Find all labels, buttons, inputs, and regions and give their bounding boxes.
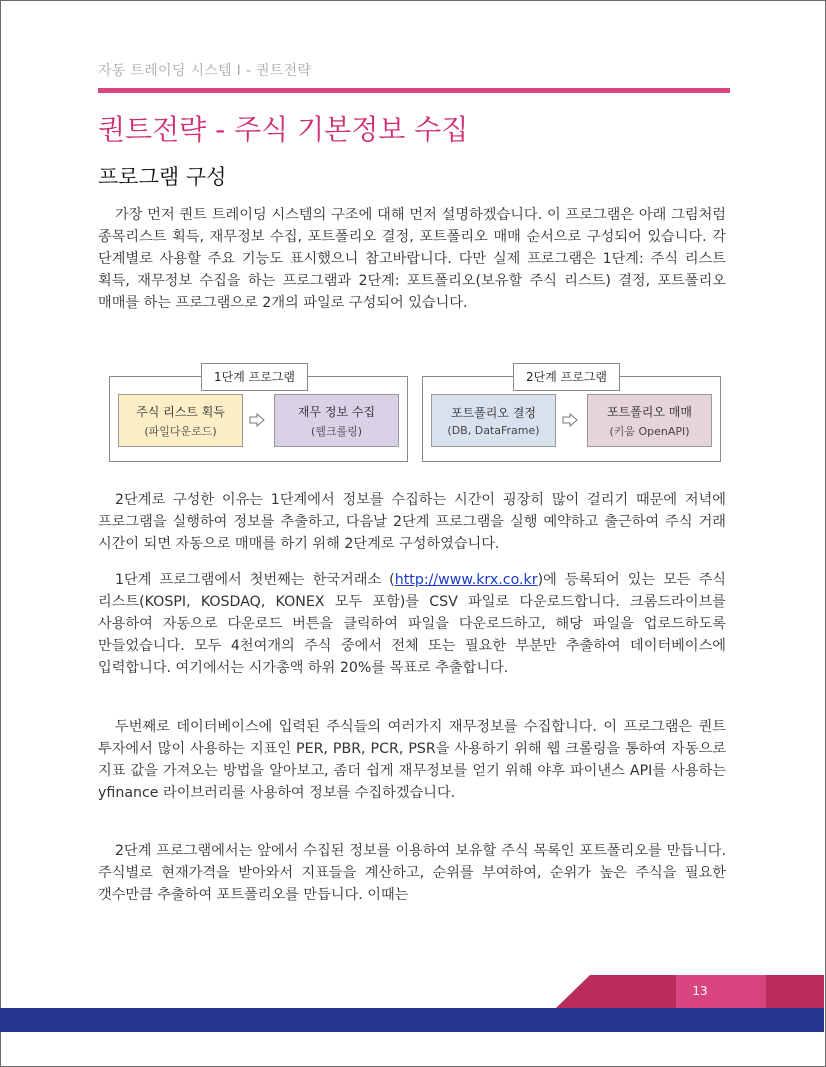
section-title: 프로그램 구성 xyxy=(98,165,227,189)
stage-1-title: 1단계 프로그램 xyxy=(201,363,308,391)
step-financial-info-label: 재무 정보 수집 xyxy=(297,404,376,419)
stage-1-group xyxy=(109,370,408,462)
chapter-title: 퀀트전략 - 주식 기본정보 수집 xyxy=(98,113,469,146)
paragraph-stage1-second: 두번째로 데이터베이스에 입력된 주식들의 여러가지 재무정보를 수집합니다. 이 프로그램은 퀀트 투자에서 많이 사용하는 지표인 PER, PBR, PCR, PSR을 사용하기 위해 웹 크롤링을 통하여 자동으로 지표 값을 가져오는 방법을 알아보고, 좀더 쉽게 재무정보를 얻기 위해 야후 파이낸스 API를 사용하는 yfinance 라이브러리를 사용하여 정보를 수집하겠습니다. xyxy=(98,719,726,801)
paragraph-stage2: 2단계 프로그램에서는 앞에서 수집된 정보를 이용하여 보유할 주식 목록인 포트폴리오를 만듭니다. 주식별로 현재가격을 받아와서 지표들을 계산하고, 순위를 부여하여, 순위가 높은 주식을 필요한 갯수만큼 추출하여 포트폴리오를 만듭니다. 이때는 xyxy=(98,843,726,903)
step-portfolio-trade-sub: (키움 OpenAPI) xyxy=(609,424,690,438)
stage-2-group xyxy=(422,370,721,462)
hollow-right-arrow-icon xyxy=(562,413,578,427)
step-financial-info-box xyxy=(274,394,399,447)
paragraph-stage1-first-start: 1단계 프로그램에서 첫번째는 한국거래소 ( xyxy=(115,572,395,588)
step-stock-list-box xyxy=(118,394,243,447)
step-portfolio-decision-box xyxy=(431,394,556,447)
step-financial-info-sub: (웹크롤링) xyxy=(310,424,363,438)
krx-link[interactable]: http://www.krx.co.kr xyxy=(394,572,538,588)
page-number: 13 xyxy=(692,984,708,998)
stage-2-title: 2단계 프로그램 xyxy=(513,363,620,391)
paragraph-stage1-first-end: )에 등록되어 있는 모든 주식 리스트(KOSPI, KOSDAQ, KONEX 모두 포함)를 CSV 파일로 다운로드합니다. 크롬드라이브를 사용하여 자동으로 다운로드 버튼을 클릭하여 파일을 다운로드하고, 해당 파일을 업로드하도록 만들었습니다. 모두 4천여개의 주식 중에서 전체 또는 필요한 부분만 추출하여 데이터베이스에 입력합니다. 여기에서는 시가총액 하위 20%를 목표로 추출합니다. xyxy=(98,572,726,676)
step-portfolio-decision-sub: (DB, DataFrame) xyxy=(447,424,540,437)
step-portfolio-decision-label: 포트폴리오 결정 xyxy=(451,406,536,420)
running-header: 자동 트레이딩 시스템 Ⅰ - 퀀트전략 xyxy=(98,63,312,79)
header-rule xyxy=(98,88,730,93)
paragraph-two-stage-reason: 2단계로 구성한 이유는 1단계에서 정보를 수집하는 시간이 굉장히 많이 걸리기 때문에 저녁에 프로그램을 실행하여 정보를 추출하고, 다음날 2단계 프로그램을 실행 예약하고 출근하여 주식 거래 시간이 되면 자동으로 매매를 하기 위해 2단계로 구성하였습니다. xyxy=(98,492,726,552)
paragraph-stage1-first xyxy=(98,569,726,679)
step-portfolio-trade-box xyxy=(587,394,712,447)
step-stock-list-label: 주식 리스트 획득 xyxy=(136,404,225,419)
hollow-right-arrow-icon xyxy=(249,413,265,427)
footer-band xyxy=(0,1008,824,1032)
step-portfolio-trade-label: 포트폴리오 매매 xyxy=(607,404,692,419)
paragraph-intro: 가장 먼저 퀀트 트레이딩 시스템의 구조에 대해 먼저 설명하겠습니다. 이 프로그램은 아래 그림처럼 종목리스트 획득, 재무정보 수집, 포트폴리오 결정, 포트폴리오 매매 순서으로 구성되어 있습니다. 각 단계별로 사용할 주요 기능도 표시했으니 참고바랍니다. 다만 실제 프로그램은 1단계: 주식 리스트 획득, 재무정보 수집을 하는 프로그램과 2단계: 포트폴리오(보유할 주식 리스트) 결정, 포트폴리오 매매를 하는 프로그램으로 2개의 파일로 구성되어 있습니다. xyxy=(98,207,726,311)
step-stock-list-sub: (파일다운로드) xyxy=(144,424,217,438)
